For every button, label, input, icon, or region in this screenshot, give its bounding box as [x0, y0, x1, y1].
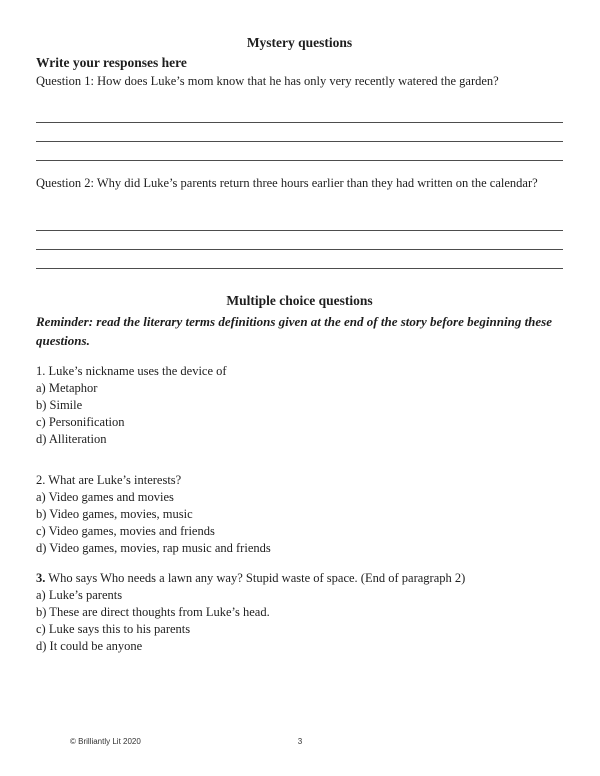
question-2-response-lines — [36, 212, 563, 269]
mcq-question-1 — [36, 363, 563, 448]
question-1-response-lines — [36, 104, 563, 161]
response-line — [36, 212, 563, 231]
mcq-question-number: 3. — [36, 571, 46, 585]
mcq-question-number: 1. — [36, 364, 46, 378]
mcq-option: d) Video games, movies, rap music and friends — [36, 541, 271, 555]
mcq-option: c) Personification — [36, 415, 125, 429]
response-line — [36, 250, 563, 269]
mcq-question-number: 2. — [36, 473, 46, 487]
question-1-text: Question 1: How does Luke’s mom know that he has only very recently watered the garden? — [36, 74, 499, 88]
mcq-question-3 — [36, 570, 563, 655]
mcq-option: d) Alliteration — [36, 432, 107, 446]
page-number: 3 — [297, 737, 303, 746]
response-line — [36, 104, 563, 123]
mcq-question-line — [36, 570, 563, 587]
mcq-option: b) Simile — [36, 398, 83, 412]
mcq-question-line — [36, 363, 563, 380]
mcq-option: a) Metaphor — [36, 381, 98, 395]
mcq-section-title: Multiple choice questions — [226, 293, 373, 308]
mcq-option: b) These are direct thoughts from Luke’s head. — [36, 605, 270, 619]
reminder-note: Reminder: read the literary terms definitions given at the end of the story before beginning these questions. — [36, 314, 553, 348]
page-content — [36, 0, 563, 655]
mcq-option: a) Video games and movies — [36, 490, 174, 504]
mcq-question-text: Luke’s nickname uses the device of — [48, 364, 227, 378]
mcq-question-text: Who says Who needs a lawn any way? Stupid waste of space. (End of paragraph 2) — [48, 571, 466, 585]
mcq-option: a) Luke’s parents — [36, 588, 123, 602]
response-line — [36, 142, 563, 161]
write-responses-heading: Write your responses here — [36, 55, 187, 70]
response-line — [36, 123, 563, 142]
mcq-option: b) Video games, movies, music — [36, 507, 193, 521]
mcq-question-text: What are Luke’s interests? — [48, 473, 182, 487]
mcq-question-line — [36, 472, 563, 489]
question-2-text: Question 2: Why did Luke’s parents return three hours earlier than they had written on the calendar? — [36, 176, 538, 190]
mcq-option: c) Video games, movies and friends — [36, 524, 215, 538]
mystery-section-title: Mystery questions — [246, 35, 353, 50]
copyright-text: © Brilliantly Lit 2020 — [70, 737, 141, 746]
mcq-option: d) It could be anyone — [36, 639, 143, 653]
page-footer — [0, 737, 600, 746]
response-line — [36, 231, 563, 250]
mcq-question-2 — [36, 472, 563, 557]
mcq-option: c) Luke says this to his parents — [36, 622, 191, 636]
